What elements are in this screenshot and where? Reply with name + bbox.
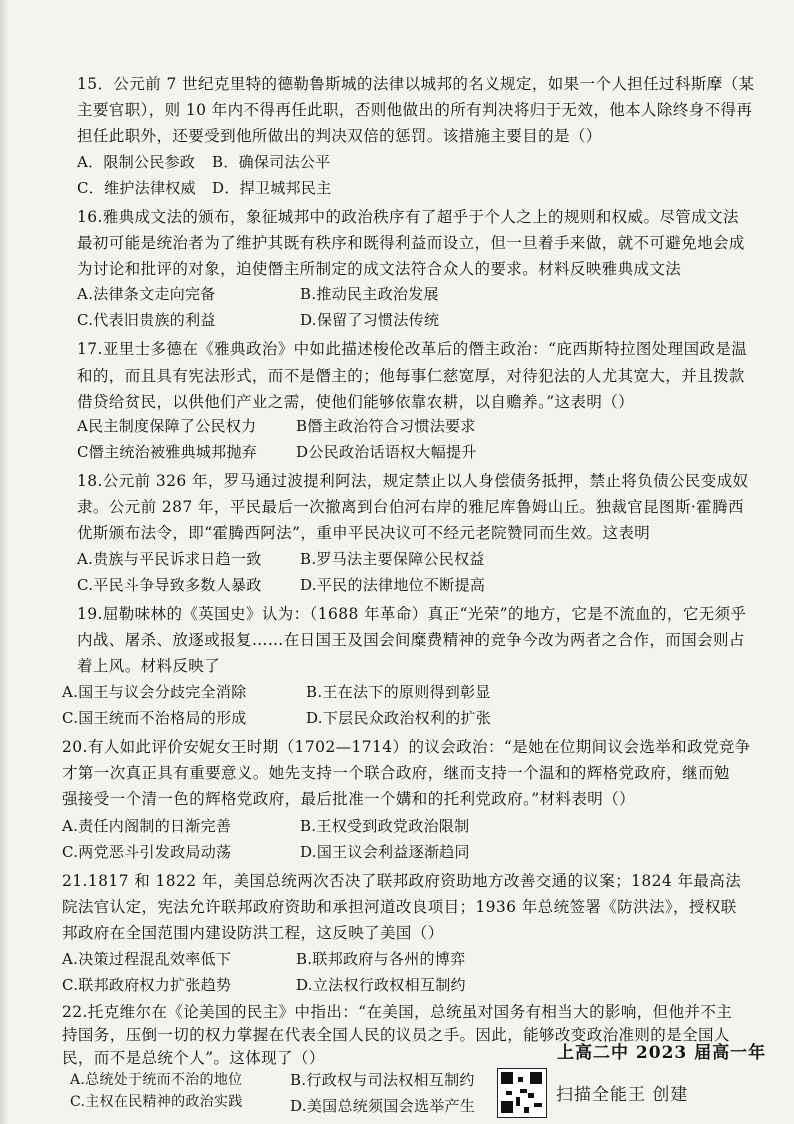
question-text-line: 最初可能是统治者为了维护其既有秩序和既得利益而设立，但一旦着手来做，就不可避免地会成 xyxy=(77,234,745,252)
scanner-watermark: 扫描全能王 创建 xyxy=(556,1085,689,1105)
question-text-line: 19.屈勒味林的《英国史》认为：（1688 年革命）真正“光荣”的地方，它是不流血的，它无须乎 xyxy=(77,605,747,623)
qr-code-icon xyxy=(497,1068,547,1118)
question-text-line: 院法官认定，宪法允许联邦政府资助和承担河道改良项目；1936 年总统签署《防洪法》，授权联 xyxy=(62,898,737,916)
question-text-line: 16.雅典成文法的颁布，象征城邦中的政治秩序有了超乎于个人之上的规则和权威。尽管成文法 xyxy=(77,208,739,226)
option-c: C．维护法律权威 xyxy=(77,179,196,197)
question-text-line: 和的，而且具有宪法形式，而不是僭主的；他每事仁慈宽厚，对待犯法的人尤其宽大，并且拨款 xyxy=(77,367,745,385)
page-edge-shadow xyxy=(0,0,8,1124)
question-text-line: 持国务，压倒一切的权力掌握在代表全国人民的议员之手。因此，能够改变政治准则的是全国人 xyxy=(62,1026,730,1044)
option-a: A民主制度保障了公民权力 xyxy=(77,417,257,435)
question-text-line: 邦政府在全国范围内建设防洪工程，这反映了美国（） xyxy=(62,924,444,942)
option-d: D.立法权行政权相互制约 xyxy=(296,976,466,994)
option-b: B.王权受到政党政治限制 xyxy=(300,817,470,835)
question-text-line: 21.1817 和 1822 年，美国总统两次否决了联邦政府资助地方改善交通的议案；1824 年最高法 xyxy=(62,872,742,890)
option-b: B.联邦政府与各州的博弈 xyxy=(296,950,466,968)
option-c: C.平民斗争导致多数人暴政 xyxy=(77,576,262,594)
school-footer: 上高二中 2023 届高一年 xyxy=(557,1043,767,1063)
option-d: D.平民的法律地位不断提高 xyxy=(300,576,486,594)
option-c: C.两党恶斗引发政局动荡 xyxy=(62,843,232,861)
option-b: B．确保司法公平 xyxy=(212,153,331,171)
question-text-line: 才第一次真正具有重要意义。她先支持一个联合政府，继而支持一个温和的辉格党政府，继而勉 xyxy=(62,764,730,782)
option-c: C僭主统治被雅典城邦抛弃 xyxy=(77,443,258,461)
question-text-line: 担任此职外，还要受到他所做出的判决双倍的惩罚。该措施主要目的是（） xyxy=(77,127,602,145)
option-c: C.主权在民精神的政治实践 xyxy=(70,1094,243,1110)
option-a: A.法律条文走向完备 xyxy=(77,285,216,303)
option-d: D公民政治话语权大幅提升 xyxy=(296,443,477,461)
option-b: B.罗马法主要保障公民权益 xyxy=(300,550,485,568)
option-b: B.行政权与司法权相互制约 xyxy=(290,1071,475,1089)
option-b: B.王在法下的原则得到彰显 xyxy=(306,683,491,701)
option-a: A.总统处于统而不治的地位 xyxy=(70,1072,243,1088)
question-text-line: 为讨论和批评的对象，迫使僭主所制定的成文法符合众人的要求。材料反映雅典成文法 xyxy=(77,260,682,278)
question-text-line: 内战、屠杀、放逐或报复……在日国王及国会间糜费精神的竞争今改为两者之合作，而国会则占 xyxy=(77,631,745,649)
question-text-line: 17.亚里士多德在《雅典政治》中如此描述梭伦改革后的僭主政治：“庇西斯特拉图处理国政是温 xyxy=(77,340,748,358)
question-text-line: 隶。公元前 287 年，平民最后一次撤离到台伯河右岸的雅尼库鲁姆山丘。独裁官昆图斯·霍腾西 xyxy=(77,498,744,516)
question-text-line: 20.有人如此评价安妮女王时期（1702—1714）的议会政治：“是她在位期间议会选举和政党竞争 xyxy=(62,738,751,756)
option-d: D．捍卫城邦民主 xyxy=(212,179,332,197)
option-d: D.美国总统须国会选举产生 xyxy=(290,1097,476,1115)
question-text-line: 主要官职），则 10 年内不得再任此职，否则他做出的所有判决将归于无效，他本人除终身不得再 xyxy=(77,101,753,119)
question-text-line: 着上风。材料反映了 xyxy=(77,657,221,675)
question-text-line: 22.托克维尔在《论美国的民主》中指出：“在美国，总统虽对国务有相当大的影响，但他并不主 xyxy=(62,1003,733,1021)
option-a: A.决策过程混乱效率低下 xyxy=(62,950,232,968)
option-c: C.国王统而不治格局的形成 xyxy=(62,709,247,727)
option-d: D.保留了习惯法传统 xyxy=(300,311,440,329)
question-text-line: 15．公元前 7 世纪克里特的德勒鲁斯城的法律以城邦的名义规定，如果一个人担任过科斯摩（某 xyxy=(77,75,755,93)
option-b: B僭主政治符合习惯法要求 xyxy=(296,417,476,435)
option-a: A.国王与议会分歧完全消除 xyxy=(62,683,247,701)
option-c: C.代表旧贵族的利益 xyxy=(77,311,216,329)
option-d: D.国王议会利益逐渐趋同 xyxy=(300,843,470,861)
option-d: D.下层民众政治权利的扩张 xyxy=(306,709,492,727)
question-text-line: 优斯颁布法令，即“霍腾西阿法”，重申平民决议可不经元老院赞同而生效。这表明 xyxy=(77,524,651,542)
question-text-line: 借贷给贫民，以供他们产业之需，使他们能够依靠农耕，以自赡养。”这表明（） xyxy=(77,393,635,411)
option-a: A.贵族与平民诉求日趋一致 xyxy=(77,550,262,568)
question-text-line: 强接受一个清一色的辉格党政府，最后批准一个媾和的托利党政府。”材料表明（） xyxy=(62,790,635,808)
option-b: B.推动民主政治发展 xyxy=(300,285,439,303)
option-a: A．限制公民参政 xyxy=(77,153,196,171)
question-text-line: 18.公元前 326 年，罗马通过波提利阿法，规定禁止以人身偿债务抵押，禁止将负债公民变成奴 xyxy=(77,472,749,490)
option-a: A.责任内阁制的日渐完善 xyxy=(62,817,232,835)
option-c: C.联邦政府权力扩张趋势 xyxy=(62,976,232,994)
question-text-line: 民，而不是总统个人”。这体现了（） xyxy=(62,1049,325,1067)
